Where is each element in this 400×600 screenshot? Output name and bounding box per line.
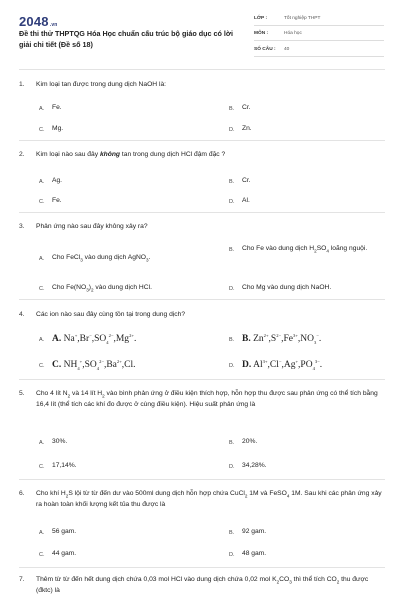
answer-option-d[interactable]	[229, 549, 394, 560]
question-3	[19, 222, 385, 233]
question-number: 5.	[19, 390, 25, 397]
question-number: 4.	[19, 311, 25, 318]
question-number: 2.	[19, 151, 25, 158]
question-text: Phản ứng nào sau đây không xảy ra?	[36, 223, 148, 230]
option-text: 17,14%.	[52, 462, 77, 469]
question-1	[19, 80, 385, 91]
option-text: Cr.	[242, 104, 251, 111]
answer-option-a[interactable]	[39, 176, 204, 187]
option-text: 56 gam.	[52, 528, 77, 535]
question-stem	[19, 489, 385, 510]
option-letter: B.	[229, 440, 235, 446]
option-letter: B.	[229, 179, 235, 185]
question-6	[19, 489, 385, 510]
answer-option-d[interactable]	[229, 461, 394, 472]
divider	[19, 212, 385, 213]
option-text: Zn.	[242, 125, 252, 132]
question-stem	[19, 575, 385, 596]
answer-option-d[interactable]	[229, 196, 394, 207]
divider	[19, 567, 385, 568]
option-letter: C.	[39, 552, 45, 558]
option-letter: B.	[229, 337, 235, 343]
option-text: Al.	[242, 197, 250, 204]
option-letter: C.	[39, 363, 45, 369]
divider	[19, 140, 385, 141]
question-stem	[19, 80, 385, 91]
option-letter: B.	[229, 247, 235, 253]
logo-suffix: .vn	[49, 22, 58, 28]
answer-option-a[interactable]	[39, 253, 189, 264]
question-2	[19, 150, 385, 161]
meta-key: LỚP :	[254, 15, 268, 21]
question-number: 3.	[19, 223, 25, 230]
option-letter: D.	[229, 286, 235, 292]
option-letter: C.	[39, 199, 45, 205]
option-letter: D.	[229, 199, 235, 205]
meta-value: Hóa học	[284, 31, 302, 37]
option-letter: D.	[229, 127, 235, 133]
meta-key: MÔN :	[254, 31, 269, 37]
answer-option-b[interactable]	[229, 334, 394, 345]
logo-text: 2048	[19, 14, 49, 29]
question-stem	[19, 150, 385, 161]
divider	[19, 479, 385, 480]
document-header	[0, 0, 400, 62]
answer-option-c[interactable]	[39, 124, 204, 135]
question-text: Kim loại nào sau đây không tan trong dung dịch HCl đậm đặc ?	[36, 151, 226, 158]
option-text: Cho Mg vào dung dịch NaOH.	[242, 284, 332, 291]
divider	[19, 69, 385, 70]
meta-row-count	[254, 43, 384, 57]
question-7	[19, 575, 385, 596]
option-letter: B.	[229, 106, 235, 112]
option-letter: C.	[39, 464, 45, 470]
answer-option-b[interactable]	[229, 527, 394, 538]
answer-option-a[interactable]	[39, 334, 204, 345]
answer-option-b[interactable]	[229, 244, 389, 255]
option-text: Mg.	[52, 125, 64, 132]
option-text: Fe.	[52, 197, 62, 204]
question-text: Thêm từ từ đến hết dung dịch chứa 0,03 mol HCl vào dung dịch chứa 0,02 mol $K_2CO_3$ thì thể tích $CO_2$ thu được (đktc) là	[36, 576, 369, 594]
option-letter: D.	[229, 552, 235, 558]
question-text: Cho khí $H_2S$ lội từ từ đến dư vào 500ml dung dịch hỗn hợp chứa CuCl$_2$ 1M và FeSO$_4$ 1M. Sau khi các phản ứng xảy ra hoàn toàn khối lượng kết tủa thu được là	[36, 490, 382, 508]
question-stem	[19, 310, 385, 321]
question-number: 6.	[19, 490, 25, 497]
meta-key: SỐ CÂU :	[254, 46, 276, 52]
option-text: Cho $Fe(NO_3)_2$ vào dung dịch HCl.	[52, 284, 152, 293]
question-4	[19, 310, 385, 321]
site-logo[interactable]	[19, 14, 58, 29]
answer-option-d[interactable]	[229, 283, 389, 294]
divider	[19, 299, 385, 300]
answer-option-c[interactable]	[39, 360, 204, 371]
question-text: Kim loại tan được trong dung dịch NaOH là:	[36, 81, 167, 88]
option-letter: A.	[39, 337, 45, 343]
question-text: Các ion nào sau đây cùng tồn tại trong dung dịch?	[36, 311, 186, 318]
answer-option-d[interactable]	[229, 124, 394, 135]
answer-option-b[interactable]	[229, 176, 394, 187]
option-text: B. $Zn^{2+},S^{2-},Fe^{3+},NO_3^-$.	[242, 332, 322, 345]
meta-value: 40	[284, 46, 290, 52]
option-text: Fe.	[52, 104, 62, 111]
option-letter: C.	[39, 286, 45, 292]
option-letter: A.	[39, 256, 45, 262]
question-text: Cho 4 lít $N_2$ và 14 lít $H_2$ vào bình phản ứng ở điều kiện thích hợp, hỗn hợp thu được sau phản ứng có thể tích bằng 16,4 lít (thể tích các khí đo được ở cùng điều kiện). Hiệu suất phản ứng là	[36, 390, 378, 408]
option-text: D. $Al^{3+},Cl^-,Ag^+,PO_4^{3-}$.	[242, 358, 323, 371]
option-text: 48 gam.	[242, 550, 267, 557]
meta-value: Tốt nghiệp THPT	[284, 15, 321, 21]
option-text: 34,28%.	[242, 462, 267, 469]
meta-row-class	[254, 12, 384, 26]
answer-option-d[interactable]	[229, 360, 394, 371]
answer-option-c[interactable]	[39, 549, 204, 560]
option-letter: D.	[229, 363, 235, 369]
answer-option-a[interactable]	[39, 437, 204, 448]
answer-option-b[interactable]	[229, 437, 394, 448]
question-5	[19, 389, 385, 410]
answer-option-a[interactable]	[39, 103, 204, 114]
option-text: 44 gam.	[52, 550, 77, 557]
meta-row-subject	[254, 28, 384, 42]
option-text: A. $Na^+,Br^-,SO_4^{2-},Mg^{2+}$.	[52, 332, 137, 345]
option-text: 30%.	[52, 438, 68, 445]
question-number: 7.	[19, 576, 25, 583]
option-text: Cr.	[242, 177, 251, 184]
question-stem	[19, 222, 385, 233]
option-text: Cho FeCl$_3$ vào dung dịch AgNO$_3$.	[52, 254, 151, 263]
document-title: Đề thi thử THPTQG Hóa Học chuẩn cấu trúc bộ giáo dục có lời giải chi tiết (Đề số 18)	[19, 29, 233, 49]
option-letter: B.	[229, 530, 235, 536]
option-letter: C.	[39, 127, 45, 133]
option-letter: D.	[229, 464, 235, 470]
option-text: 20%.	[242, 438, 258, 445]
answer-option-a[interactable]	[39, 527, 204, 538]
answer-option-c[interactable]	[39, 196, 204, 207]
option-letter: A.	[39, 106, 45, 112]
option-text: 92 gam.	[242, 528, 267, 535]
question-number: 1.	[19, 81, 25, 88]
option-text: C. $NH_4^+,SO_4^{2-},Ba^{2+},Cl$.	[52, 358, 136, 371]
divider	[19, 379, 385, 380]
answer-option-b[interactable]	[229, 103, 394, 114]
meta-info	[254, 12, 384, 59]
question-stem	[19, 389, 385, 410]
option-text: Ag.	[52, 177, 63, 184]
answer-option-c[interactable]	[39, 461, 204, 472]
option-letter: A.	[39, 440, 45, 446]
option-text: Cho Fe vào dung dịch $H_2SO_4$ loãng nguội.	[242, 245, 368, 254]
option-letter: A.	[39, 530, 45, 536]
option-letter: A.	[39, 179, 45, 185]
answer-option-c[interactable]	[39, 283, 189, 294]
